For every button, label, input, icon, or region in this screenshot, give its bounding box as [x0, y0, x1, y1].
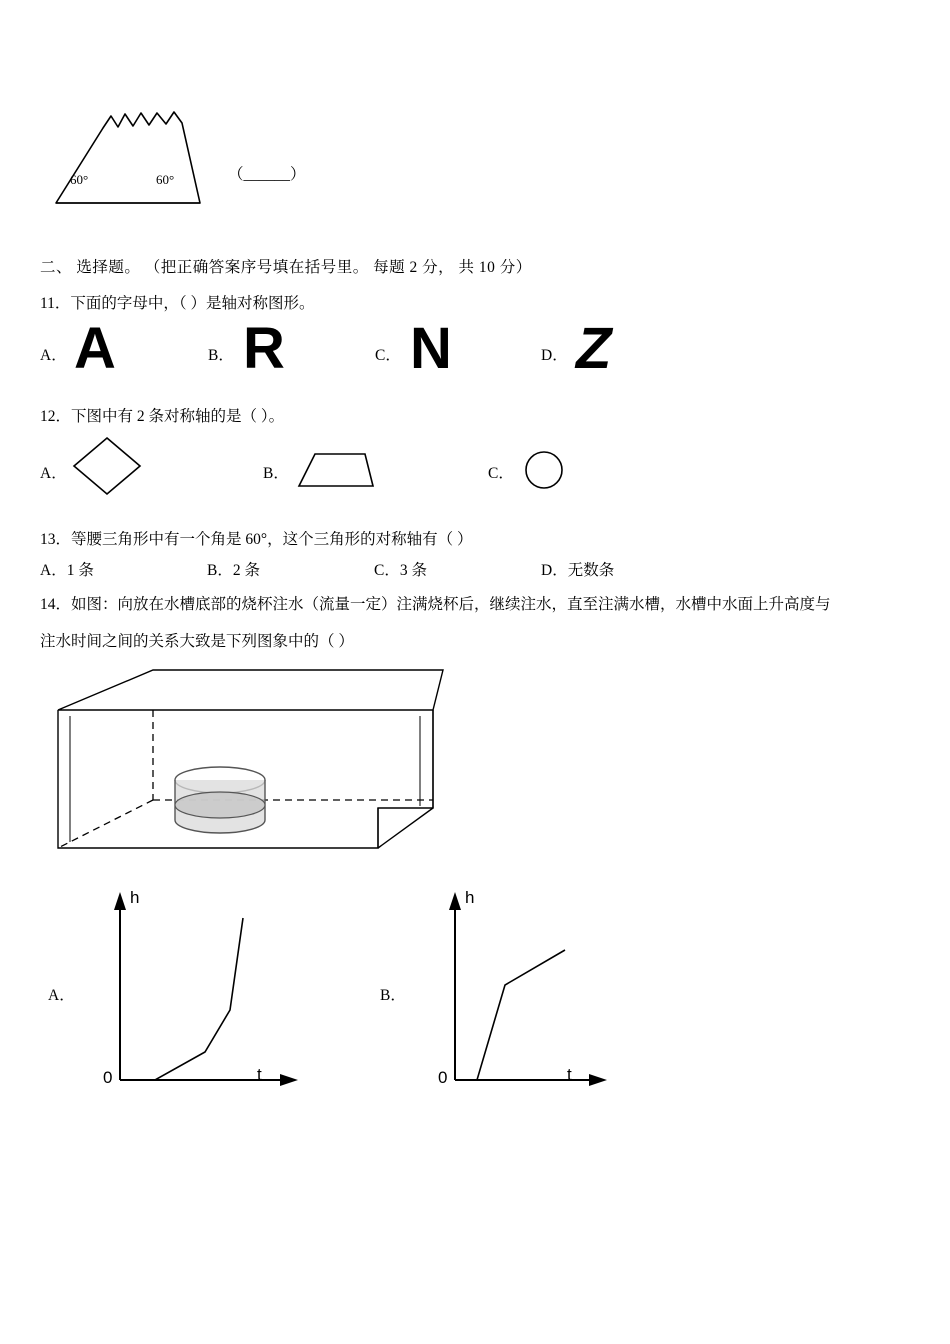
section-heading: 二、 选择题。 （把正确答案序号填在括号里。 每题 2 分， 共 10 分）	[40, 259, 532, 276]
question-11-stem: 11．下面的字母中，（ ）是轴对称图形。	[40, 295, 315, 312]
question-14-stem-line2: 注水时间之间的关系大致是下列图象中的（ ）	[40, 633, 354, 650]
q13-option-b[interactable]: B．2 条	[207, 562, 260, 579]
q14-graph-b-svg	[415, 880, 645, 1095]
angle-label-left: 60°	[70, 172, 89, 187]
circle-shape-icon[interactable]	[520, 446, 568, 494]
answer-blank: （______）	[228, 166, 306, 183]
q14-graph-a[interactable]	[80, 880, 310, 1095]
q14-graph-a-x-axis-label: t	[257, 1065, 262, 1084]
trapezoid-shape-icon[interactable]	[295, 448, 375, 493]
q14-graph-b-x-axis-label: t	[567, 1065, 572, 1084]
question-12-stem: 12．下图中有 2 条对称轴的是（ ）。	[40, 408, 285, 425]
q13-option-d[interactable]: D．无数条	[541, 562, 615, 579]
question-13-stem: 13．等腰三角形中有一个角是 60°，这个三角形的对称轴有（ ）	[40, 531, 473, 548]
mountain-shape-svg	[48, 100, 228, 225]
q13-option-a[interactable]: A．1 条	[40, 562, 94, 579]
q14-graph-b-origin-label: 0	[438, 1068, 448, 1087]
q12-options-row	[0, 430, 950, 500]
q14-graph-a-svg	[80, 880, 310, 1095]
q14-graph-b-y-axis-label: h	[465, 888, 475, 907]
q11-option-a-label[interactable]: A．	[40, 347, 67, 364]
question-14-stem-line1: 14．如图：向放在水槽底部的烧杯注水（流量一定）注满烧杯后，继续注水，直至注满水槽，水槽中水面上升高度与	[40, 596, 831, 613]
q12-option-c-label[interactable]: C．	[488, 465, 514, 482]
q11-option-a-glyph[interactable]: A	[74, 316, 116, 381]
q14-graph-a-y-axis-label: h	[130, 888, 140, 907]
q11-option-d-glyph[interactable]: Z	[576, 316, 612, 381]
q14-option-a-label[interactable]: A．	[48, 987, 75, 1004]
q12-option-b-label[interactable]: B．	[263, 465, 289, 482]
q11-option-b-label[interactable]: B．	[208, 347, 234, 364]
q14-graph-a-origin-label: 0	[103, 1068, 113, 1087]
water-tank-svg	[48, 660, 468, 860]
q11-option-b-glyph[interactable]: R	[243, 316, 285, 381]
q11-option-d-label[interactable]: D．	[541, 347, 568, 364]
mountain-figure	[48, 100, 228, 225]
q11-option-c-label[interactable]: C．	[375, 347, 401, 364]
q11-option-c-glyph[interactable]: N	[410, 316, 452, 381]
rhombus-shape-icon[interactable]	[70, 434, 145, 499]
water-tank-figure	[48, 660, 468, 860]
angle-label-right: 60°	[156, 172, 175, 187]
q14-graph-b[interactable]	[415, 880, 645, 1095]
q13-option-c[interactable]: C．3 条	[374, 562, 427, 579]
q12-option-a-label[interactable]: A．	[40, 465, 67, 482]
q14-option-b-label[interactable]: B．	[380, 987, 406, 1004]
